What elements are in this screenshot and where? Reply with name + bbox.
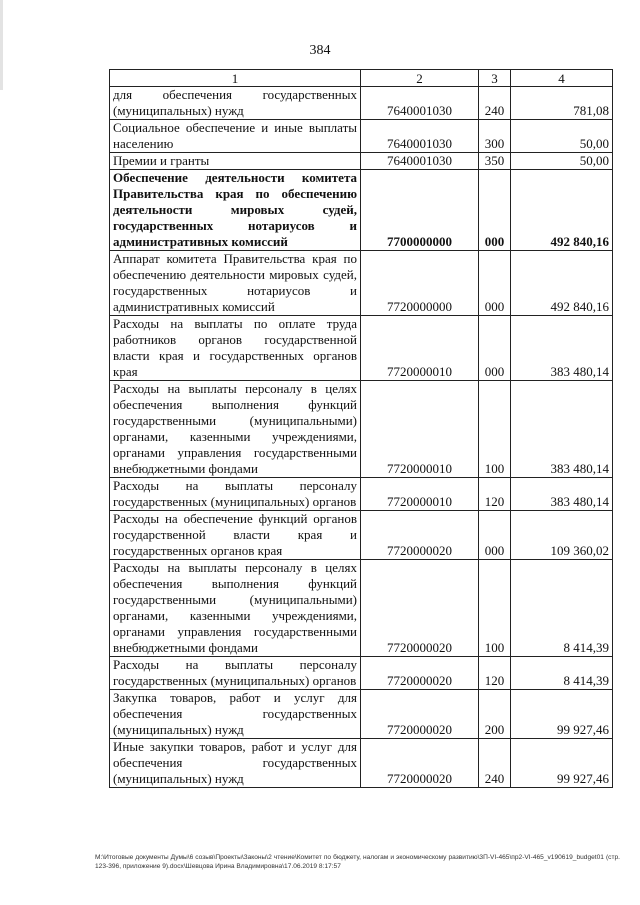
column-number-row — [110, 70, 613, 87]
table-row — [110, 478, 613, 511]
budget-table-body — [110, 70, 613, 788]
amount-cell: 383 480,14 — [511, 478, 613, 511]
amount-cell: 492 840,16 — [511, 170, 613, 251]
target-code-cell: 7720000020 — [361, 511, 479, 560]
amount-cell: 99 927,46 — [511, 690, 613, 739]
table-row — [110, 690, 613, 739]
table-row — [110, 251, 613, 316]
table-row — [110, 316, 613, 381]
expense-name-cell: Социальное обеспечение и иные выплаты населению — [110, 120, 361, 153]
amount-cell: 383 480,14 — [511, 381, 613, 478]
amount-cell: 492 840,16 — [511, 251, 613, 316]
column-header-4: 4 — [511, 70, 613, 87]
table-row — [110, 739, 613, 788]
amount-cell: 781,08 — [511, 87, 613, 120]
target-code-cell: 7720000010 — [361, 478, 479, 511]
target-code-cell: 7640001030 — [361, 120, 479, 153]
target-code-cell: 7720000010 — [361, 316, 479, 381]
expense-type-cell: 120 — [479, 478, 511, 511]
table-row — [110, 381, 613, 478]
expense-name-cell: Расходы на выплаты персоналу в целях обеспечения выполнения функций государственными (муниципальными) органами, казенными учреждениями, органами управления государственными внебюджетными фондами — [110, 560, 361, 657]
expense-type-cell: 350 — [479, 153, 511, 170]
amount-cell: 8 414,39 — [511, 560, 613, 657]
table-row — [110, 120, 613, 153]
expense-type-cell: 000 — [479, 511, 511, 560]
expense-name-cell: Расходы на выплаты персоналу государственных (муниципальных) органов — [110, 478, 361, 511]
amount-cell: 109 360,02 — [511, 511, 613, 560]
expense-type-cell: 000 — [479, 251, 511, 316]
table-row — [110, 657, 613, 690]
target-code-cell: 7720000020 — [361, 560, 479, 657]
expense-type-cell: 240 — [479, 739, 511, 788]
target-code-cell: 7720000020 — [361, 739, 479, 788]
amount-cell: 50,00 — [511, 153, 613, 170]
target-code-cell: 7700000000 — [361, 170, 479, 251]
column-header-1: 1 — [110, 70, 361, 87]
expense-name-cell: Обеспечение деятельности комитета Правительства края по обеспечению деятельности мировых судей, государственных нотариусов и административных комиссий — [110, 170, 361, 251]
target-code-cell: 7720000010 — [361, 381, 479, 478]
footer-file-path: M:\Итоговые документы Думы\6 созыв\Проекты\Законы\2 чтение\Комитет по бюджету, налогам и экономическому развитию\3П-VI-465\пр2-VI-465_v190619_budget01 (стр.123-396, приложение 9).docx\Шевцова Ирина Владимировна\17.06.2019 8:17:57 — [95, 854, 620, 870]
page-number: 384 — [309, 43, 331, 58]
table-row — [110, 560, 613, 657]
expense-name-cell: Премии и гранты — [110, 153, 361, 170]
expense-type-cell: 200 — [479, 690, 511, 739]
table-row — [110, 511, 613, 560]
expense-type-cell: 000 — [479, 316, 511, 381]
table-row — [110, 87, 613, 120]
expense-name-cell: Аппарат комитета Правительства края по обеспечению деятельности мировых судей, государственных нотариусов и административных комиссий — [110, 251, 361, 316]
expense-name-cell: Расходы на обеспечение функций органов государственной власти края и государственных органов края — [110, 511, 361, 560]
expense-type-cell: 100 — [479, 560, 511, 657]
expense-name-cell: Расходы на выплаты персоналу государственных (муниципальных) органов — [110, 657, 361, 690]
expense-type-cell: 240 — [479, 87, 511, 120]
expense-name-cell: Расходы на выплаты по оплате труда работников органов государственной власти края и государственных органов края — [110, 316, 361, 381]
expense-type-cell: 000 — [479, 170, 511, 251]
target-code-cell: 7720000000 — [361, 251, 479, 316]
expense-name-cell: для обеспечения государственных (муниципальных) нужд — [110, 87, 361, 120]
target-code-cell: 7640001030 — [361, 153, 479, 170]
expense-type-cell: 120 — [479, 657, 511, 690]
amount-cell: 99 927,46 — [511, 739, 613, 788]
expense-name-cell: Закупка товаров, работ и услуг для обеспечения государственных (муниципальных) нужд — [110, 690, 361, 739]
target-code-cell: 7640001030 — [361, 87, 479, 120]
budget-table — [109, 69, 613, 788]
expense-type-cell: 300 — [479, 120, 511, 153]
expense-name-cell: Иные закупки товаров, работ и услуг для обеспечения государственных (муниципальных) нужд — [110, 739, 361, 788]
column-header-2: 2 — [361, 70, 479, 87]
target-code-cell: 7720000020 — [361, 690, 479, 739]
amount-cell: 383 480,14 — [511, 316, 613, 381]
target-code-cell: 7720000020 — [361, 657, 479, 690]
table-row — [110, 170, 613, 251]
table-row — [110, 153, 613, 170]
amount-cell: 50,00 — [511, 120, 613, 153]
expense-name-cell: Расходы на выплаты персоналу в целях обеспечения выполнения функций государственными (муниципальными) органами, казенными учреждениями, органами управления государственными внебюджетными фондами — [110, 381, 361, 478]
expense-type-cell: 100 — [479, 381, 511, 478]
amount-cell: 8 414,39 — [511, 657, 613, 690]
column-header-3: 3 — [479, 70, 511, 87]
